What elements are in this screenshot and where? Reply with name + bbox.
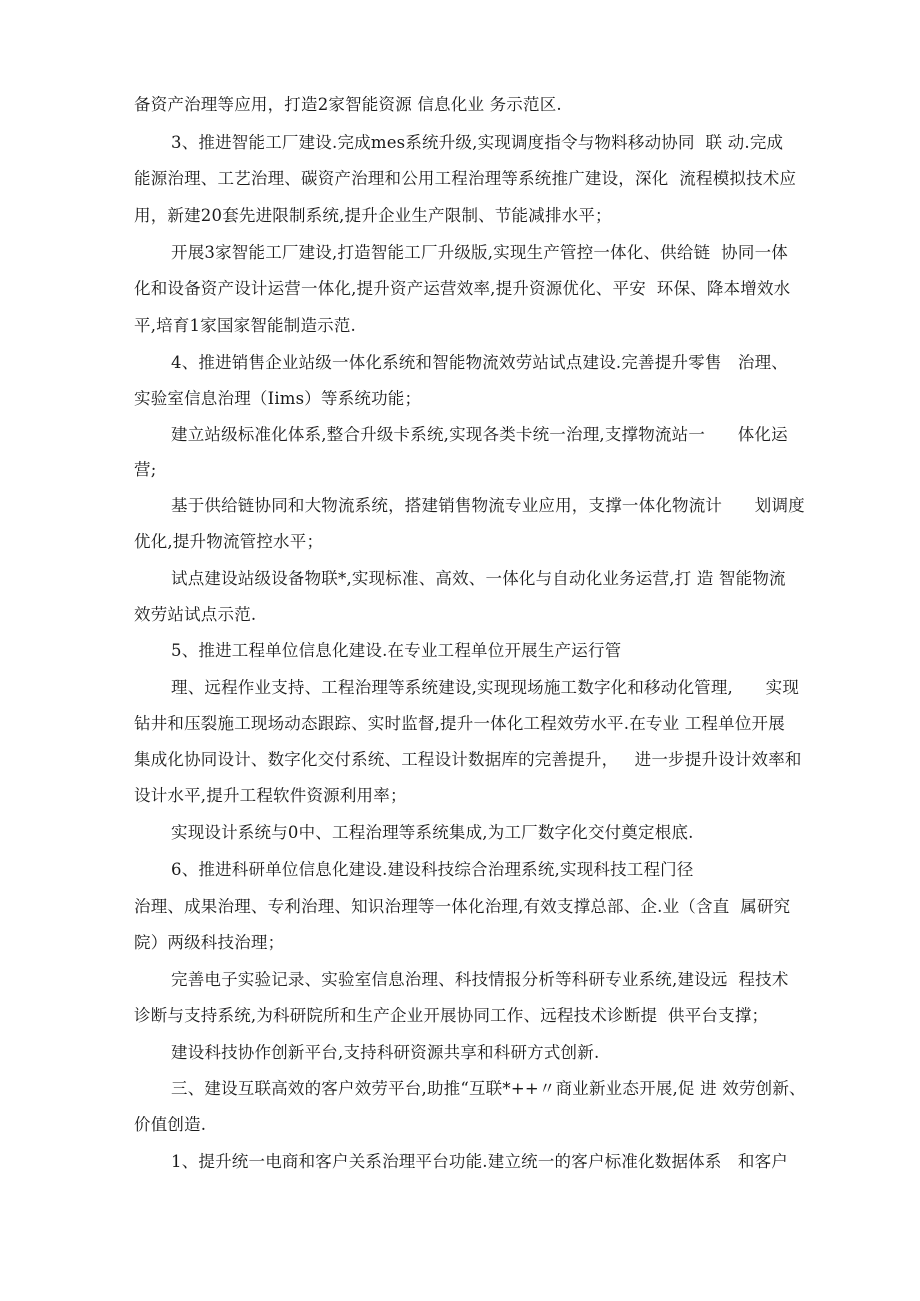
paragraph-line: 用，新建20套先进限制系统,提升企业生产限制、节能减排水平； [134,206,612,225]
paragraph-line: 6、推进科研单位信息化建设.建设科技综合治理系统,实现科技工程门径 [171,860,694,879]
paragraph-line: 实现设计系统与0中、工程治理等系统集成,为工厂数字化交付奠定根底. [171,823,694,842]
paragraph-line: 建立站级标准化体系,整合升级卡系统,实现各类卡统一治理,支撑物流站一 体化运 [171,425,788,444]
paragraph-line: 价值创造. [134,1115,207,1134]
paragraph-line: 营; [134,460,157,479]
paragraph-line: 实验室信息治理（Iims）等系统功能； [134,389,422,408]
paragraph-line: 试点建设站级设备物联*,实现标准、高效、一体化与自动化业务运营,打 造 智能物流 [171,569,786,588]
paragraph-line: 诊断与支持系统,为科研院所和生产企业开展协同工作、远程技术诊断提 供平台支撑； [134,1006,769,1025]
paragraph-line: 设计水平,提升工程软件资源利用率； [134,786,407,805]
paragraph-line: 院）两级科技治理； [134,933,285,952]
paragraph-line: 治理、成果治理、专利治理、知识治理等一体化治理,有效支撑总部、企.业（含直 属研究 [134,897,791,916]
paragraph-line: 1、提升统一电商和客户关系治理平台功能.建立统一的客户标准化数据体系 和客户 [171,1152,788,1171]
paragraph-line: 钻井和压裂施工现场动态跟踪、实时监督,提升一体化工程效劳水平.在专业 工程单位开展 [134,714,785,733]
paragraph-line: 三、建设互联高效的客户效劳平台,助推“互联*++〃商业新业态开展,促 进 效劳创新、 [171,1079,806,1098]
paragraph-line: 3、推进智能工厂建设.完成mes系统升级,实现调度指令与物料移动协同 联 动.完成 [171,133,784,152]
paragraph-line: 完善电子实验记录、实验室信息治理、科技情报分析等科研专业系统,建设远 程技术 [171,970,789,989]
paragraph-line: 集成化协同设计、数字化交付系统、工程设计数据库的完善提升， 进一步提升设计效率和 [134,750,802,769]
paragraph-line: 5、推进工程单位信息化建设.在专业工程单位开展生产运行管 [171,641,622,660]
paragraph-line: 开展3家智能工厂建设,打造智能工厂升级版,实现生产管控一体化、供给链 协同一体 [171,243,788,262]
paragraph-line: 备资产治理等应用，打造2家智能资源 信息化业 务示范区. [134,95,562,114]
paragraph-line: 4、推进销售企业站级一体化系统和智能物流效劳站试点建设.完善提升零售 治理、 [171,353,788,372]
paragraph-line: 平,培育1家国家智能制造示范. [134,316,356,335]
paragraph-line: 优化,提升物流管控水平； [134,532,324,551]
paragraph-line: 能源治理、工艺治理、碳资产治理和公用工程治理等系统推广建设，深化 流程模拟技术应 [134,169,797,188]
paragraph-line: 基于供给链协同和大物流系统，搭建销售物流专业应用，支撑一体化物流计 划调度 [171,496,805,515]
paragraph-line: 效劳站试点示范. [134,605,257,624]
paragraph-line: 化和设备资产设计运营一体化,提升资产运营效率,提升资源优化、平安 环保、降本增效水 [134,279,791,298]
paragraph-line: 建设科技协作创新平台,支持科研资源共享和科研方式创新. [171,1043,600,1062]
paragraph-line: 理、远程作业支持、工程治理等系统建设,实现现场施工数字化和移动化管理, 实现 [171,678,800,697]
